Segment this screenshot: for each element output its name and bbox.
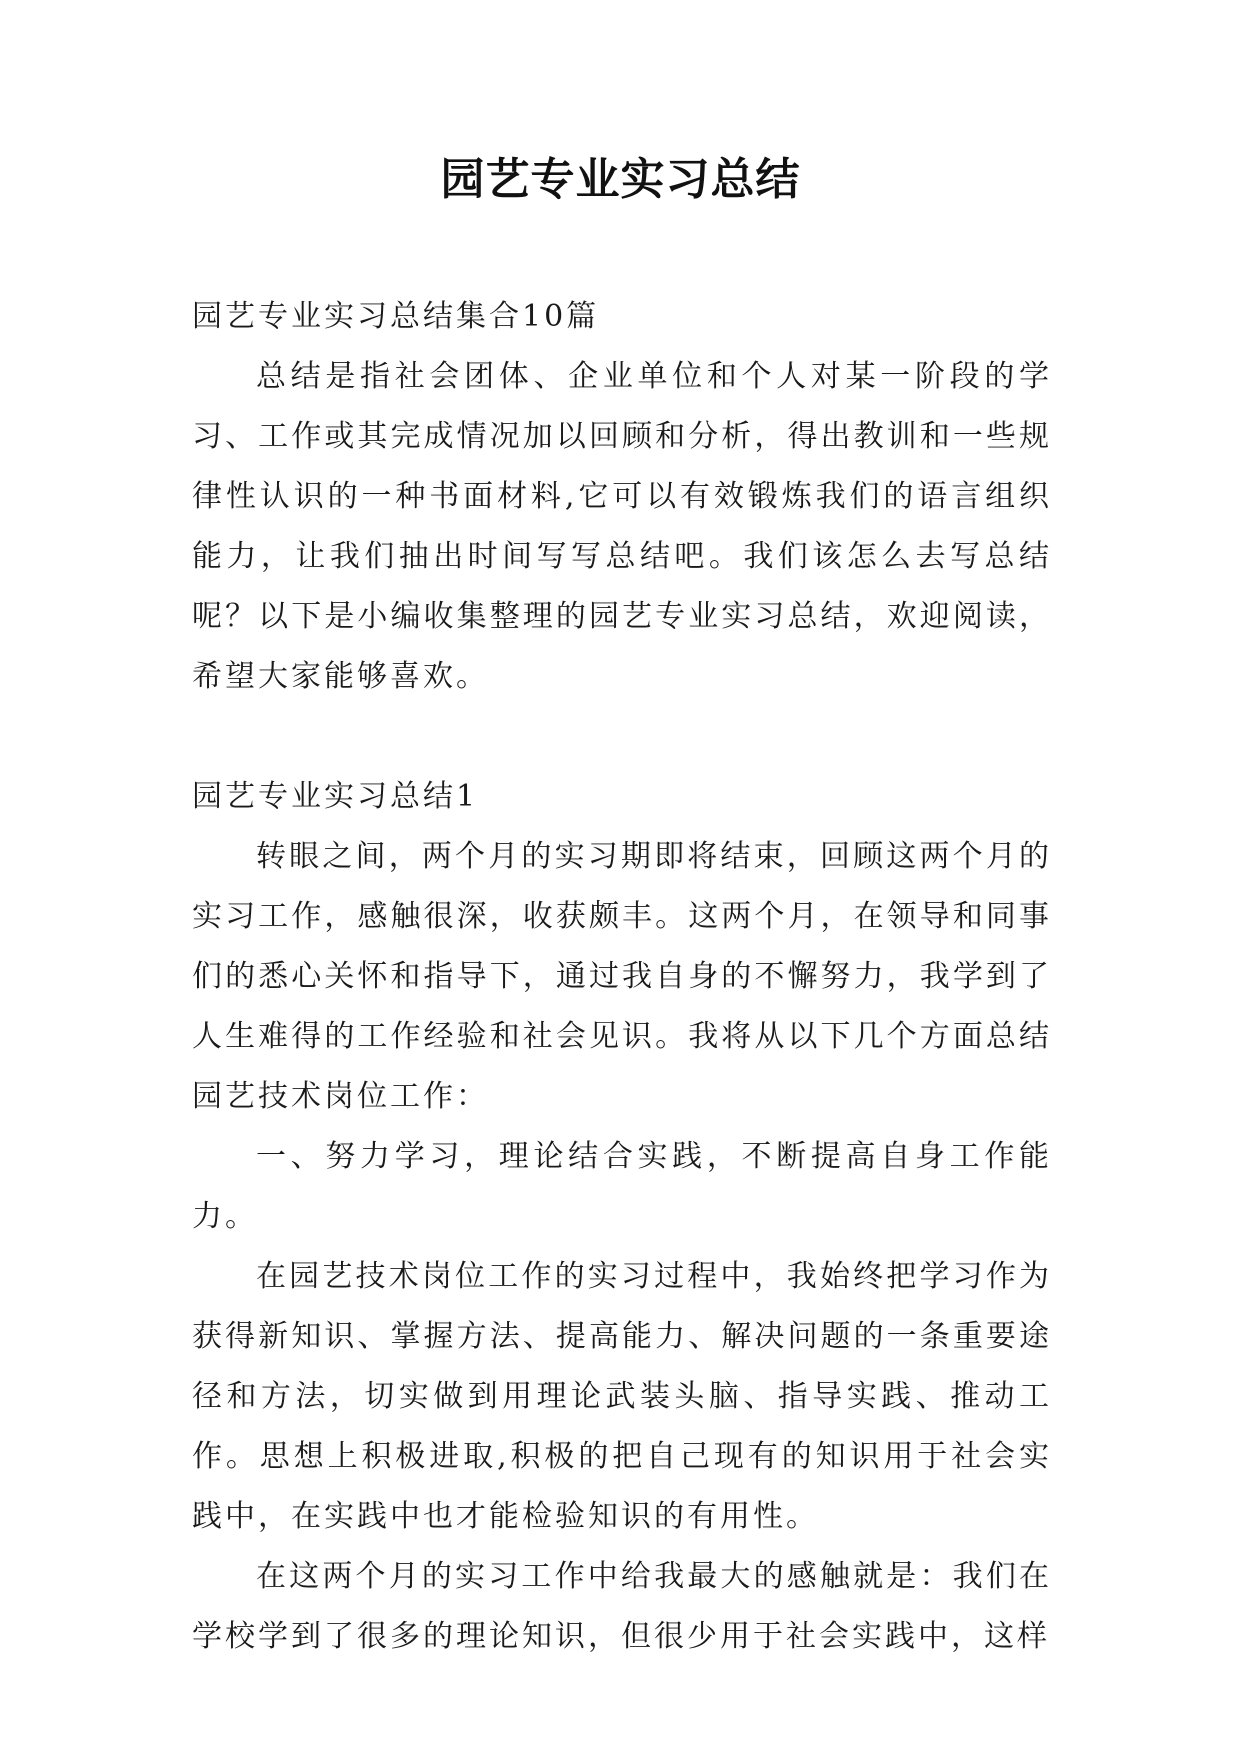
section-gap <box>192 707 1052 767</box>
collection-heading: 园艺专业实习总结集合10篇 <box>192 299 600 334</box>
body-paragraph: 在这两个月的实习工作中给我最大的感触就是：我们在学校学到了很多的理论知识，但很少用于社会实践中，这样 <box>192 1559 1052 1654</box>
intro-paragraph: 总结是指社会团体、企业单位和个人对某一阶段的学习、工作或其完成情况加以回顾和分析，得出教训和一些规律性认识的一种书面材料,它可以有效锻炼我们的语言组织能力，让我们抽出时间写写总结吧。我们该怎么去写总结呢？以下是小编收集整理的园艺专业实习总结，欢迎阅读，希望大家能够喜欢。 <box>192 359 1052 694</box>
section-heading: 园艺专业实习总结1 <box>192 779 479 814</box>
body-paragraph: 一、努力学习，理论结合实践，不断提高自身工作能力。 <box>192 1139 1052 1234</box>
body-paragraph: 在园艺技术岗位工作的实习过程中，我始终把学习作为获得新知识、掌握方法、提高能力、解决问题的一条重要途径和方法，切实做到用理论武装头脑、指导实践、推动工作。思想上积极进取,积极的把自己现有的知识用于社会实践中，在实践中也才能检验知识的有用性。 <box>192 1259 1052 1534</box>
document-body <box>192 287 1052 1667</box>
body-paragraph: 转眼之间，两个月的实习期即将结束，回顾这两个月的实习工作，感触很深，收获颇丰。这两个月，在领导和同事们的悉心关怀和指导下，通过我自身的不懈努力，我学到了人生难得的工作经验和社会见识。我将从以下几个方面总结园艺技术岗位工作： <box>192 839 1052 1114</box>
page-title: 园艺专业实习总结 <box>440 154 801 205</box>
